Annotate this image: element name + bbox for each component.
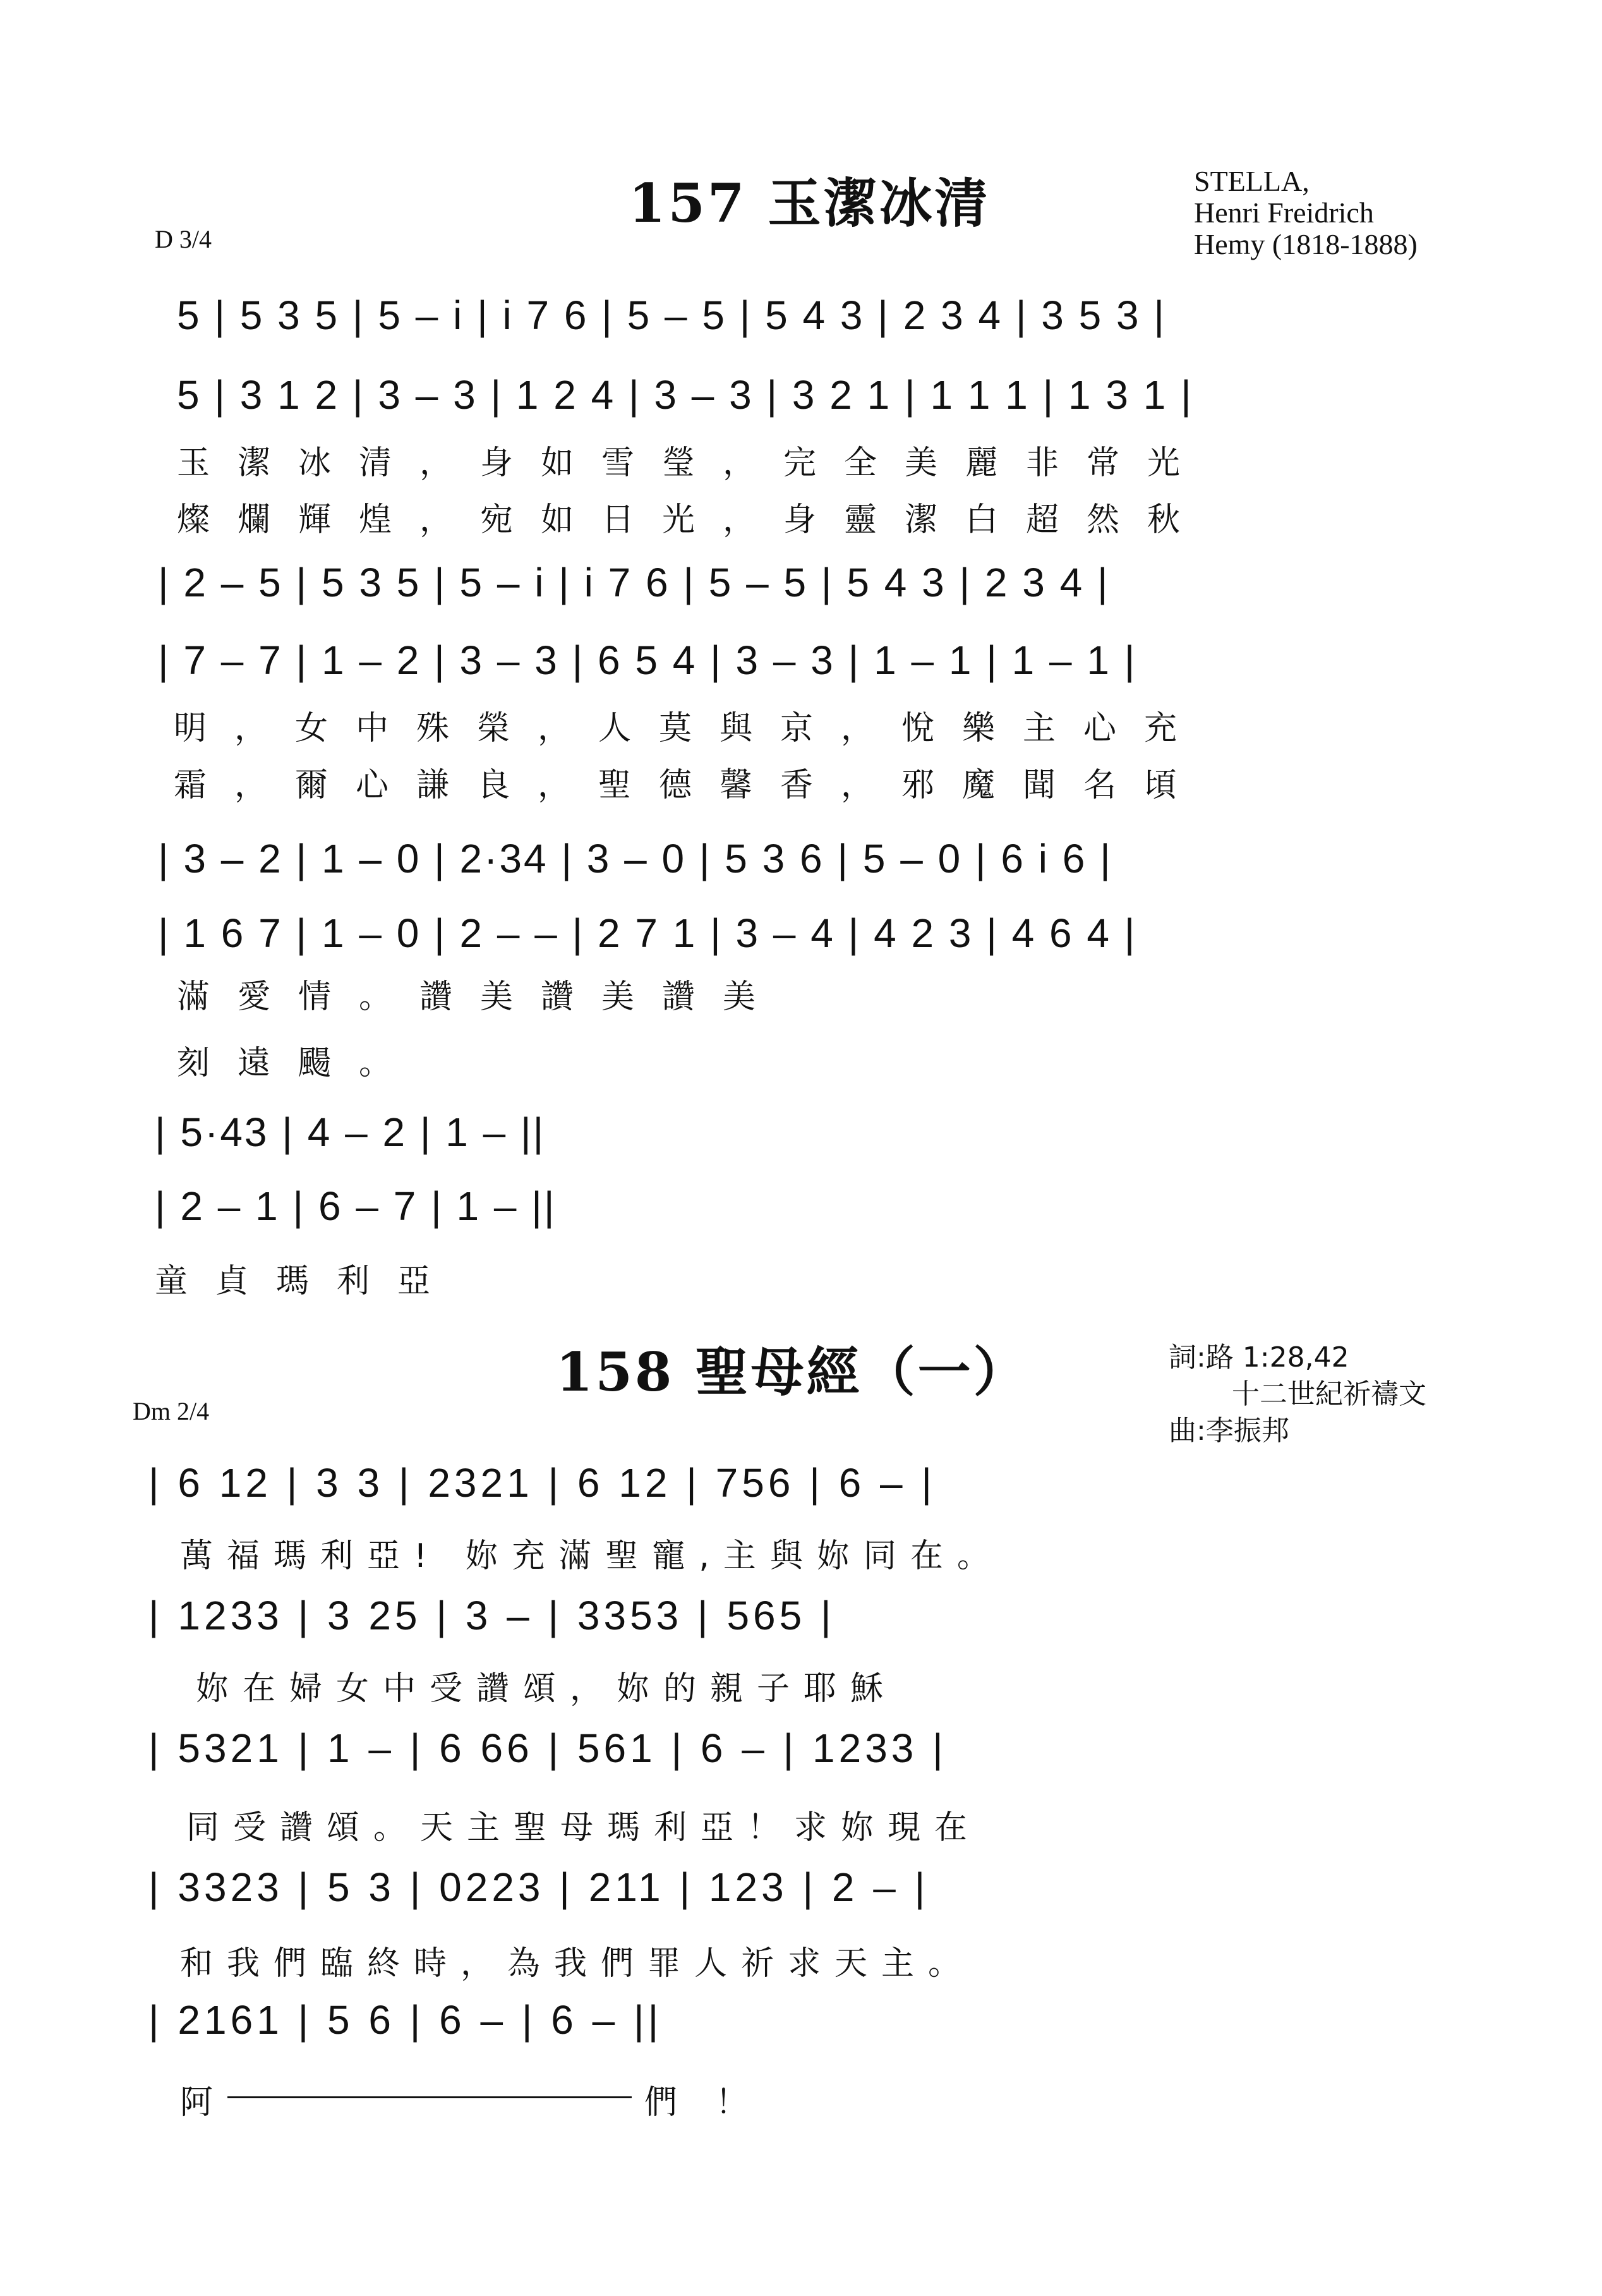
lyric-start: 阿 <box>180 2084 227 2122</box>
upper-voice-line: | 3 – 2 | 1 – 0 | 2·34 | 3 – 0 | 5 3 6 | 5 – 0 | 6 i 6 | <box>158 836 1112 881</box>
credit-line: Hemy (1818-1888) <box>1194 228 1418 260</box>
lower-voice-line: | 1 6 7 | 1 – 0 | 2 – – | 2 7 1 | 3 – 4 | 4 2 3 | 4 6 4 | <box>158 910 1137 956</box>
lower-voice-line: 5 | 3 1 2 | 3 – 3 | 1 2 4 | 3 – 3 | 3 2 1 | 1 1 1 | 1 3 1 | <box>177 372 1193 418</box>
credit-line: STELLA, <box>1194 165 1310 197</box>
lyric-verse-1: 滿愛情。讚美讚美讚美 <box>177 978 784 1016</box>
upper-voice-line: | 5·43 | 4 – 2 | 1 – || <box>155 1109 546 1155</box>
lyric-verse-1: 明，女中殊榮，人莫與京，悅樂主心充 <box>174 710 1205 747</box>
melody-line: | 3323 | 5 3 | 0223 | 211 | 123 | 2 – | <box>148 1864 929 1910</box>
hymn-157-title: 157 玉潔冰清 <box>629 172 991 234</box>
melody-line: | 2161 | 5 6 | 6 – | 6 – || <box>148 1997 663 2043</box>
lyric-line: 同受讚頌。天主聖母瑪利亞！求妳現在 <box>186 1809 982 1847</box>
lyric-line: 和我們臨終時，為我們罪人祈求天主。 <box>180 1945 975 1983</box>
lyric-line: 萬福瑪利亞! 妳充滿聖寵,主與妳同在。 <box>180 1537 1004 1575</box>
lyric-verse-2: 霜，爾心謙良，聖德馨香，邪魔聞名頃 <box>174 766 1205 804</box>
lyric-end: 們 ！ <box>644 2084 762 2122</box>
credit-line: 十二世紀祈禱文 <box>1232 1378 1426 1410</box>
melody-line: | 6 12 | 3 3 | 2321 | 6 12 | 756 | 6 – | <box>148 1460 936 1506</box>
melody-line: | 5321 | 1 – | 6 66 | 561 | 6 – | 1233 | <box>148 1725 947 1771</box>
melody-line: | 1233 | 3 25 | 3 – | 3353 | 565 | <box>148 1593 835 1638</box>
lyric-verse-2: 燦爛輝煌，宛如日光，身靈潔白超然秋 <box>177 501 1208 539</box>
key-signature: Dm 2/4 <box>133 1397 210 1425</box>
upper-voice-line: 5 | 5 3 5 | 5 – i | i 7 6 | 5 – 5 | 5 4 3 | 2 3 4 | 3 5 3 | <box>177 293 1166 338</box>
lower-voice-line: | 2 – 1 | 6 – 7 | 1 – || <box>155 1183 557 1229</box>
lyric-line: 妳在婦女中受讚頌，妳的親子耶穌 <box>196 1670 898 1708</box>
hymn-157-credit <box>1194 166 1418 260</box>
hymn-158-title: 158 聖母經（一） <box>556 1341 1029 1403</box>
lower-voice-line: | 7 – 7 | 1 – 2 | 3 – 3 | 6 5 4 | 3 – 3 | 1 – 1 | 1 – 1 | <box>158 637 1137 683</box>
hymn-158-credit <box>1169 1339 1426 1449</box>
lyric-verse-1: 玉潔冰清，身如雪瑩，完全美麗非常光 <box>177 444 1208 482</box>
key-signature: D 3/4 <box>155 225 212 253</box>
upper-voice-line: | 2 – 5 | 5 3 5 | 5 – i | i 7 6 | 5 – 5 | 5 4 3 | 2 3 4 | <box>158 560 1110 605</box>
credit-line: Henri Freidrich <box>1194 196 1374 229</box>
lyric-verse-1: 童貞瑪利亞 <box>155 1262 459 1300</box>
lyric-verse-2: 刻遠颺。 <box>177 1044 420 1082</box>
credit-line: 曲:李振邦 <box>1169 1415 1289 1447</box>
melisma-line <box>227 2096 632 2098</box>
credit-line: 詞:路 1:28,42 <box>1169 1341 1349 1374</box>
